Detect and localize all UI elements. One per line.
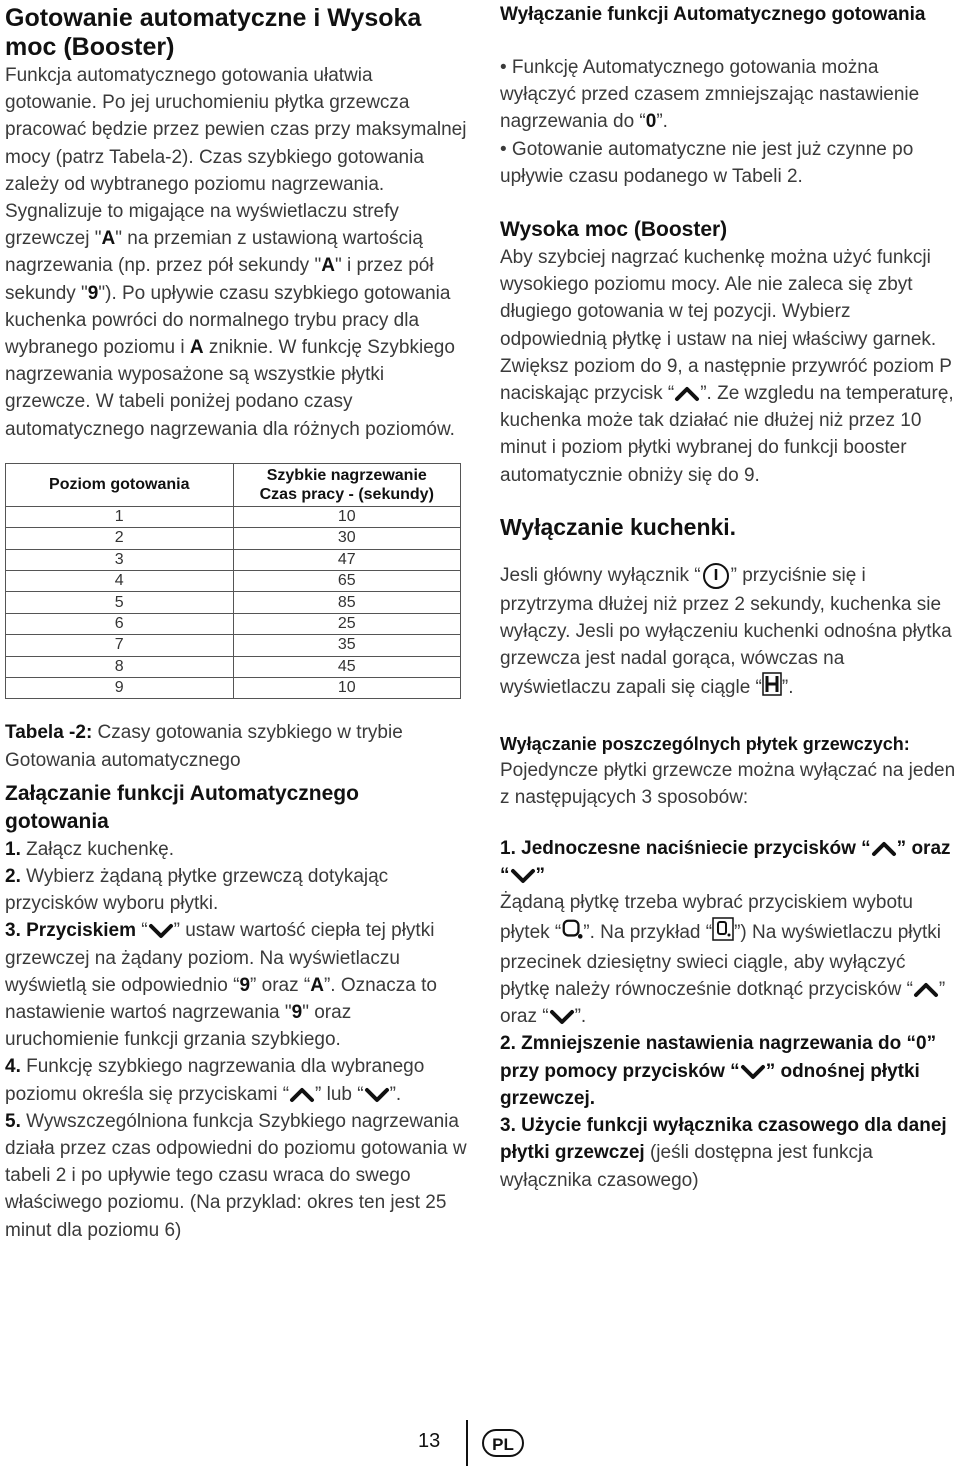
chevron-up-icon (674, 384, 700, 404)
intro-text-3: " i przez pół sekundy " (5, 255, 434, 304)
intro-text-2: " na przemian z ustawioną wartością nagrzewania (np. przez pół sekundy " (5, 228, 423, 277)
table-row (6, 528, 461, 549)
step-2-number: 2. (5, 865, 21, 887)
step-1-text: Załącz kuchenkę. (20, 838, 174, 860)
display-zero-icon (712, 917, 734, 949)
method-1-title-b: ” oraz “ (500, 838, 951, 887)
switch-off-text-b: ” przyciśnie się i przytrzyma dłużej niż przez 2 sekundy, kuchenka sie wyłączy. Jesli po wyłączeniu kuchenki odnośna płytka grzewcza jest nadal gorąca, wówczas na wyświetlaczu zapali się ciągle “ (500, 564, 952, 699)
table-row (6, 549, 461, 570)
chevron-down-icon (549, 1007, 575, 1027)
cooking-time-table (5, 463, 461, 700)
power-icon (701, 561, 731, 591)
cell-time: 65 (233, 571, 461, 592)
cell-level: 3 (6, 549, 234, 570)
cell-time: 85 (233, 592, 461, 613)
intro-text-5: zniknie. W funkcję Szybkiego nagrzewania wyposażone są wszystkie płytki grzewcze. W tabeli poniżej podano czasy automatycznego nagrzewania dla różnych poziomów. (5, 337, 455, 440)
method-1-title (500, 835, 958, 889)
bullet-1-zero: 0 (645, 111, 657, 133)
language-badge: PL (482, 1429, 524, 1457)
cell-time: 47 (233, 549, 461, 570)
step-3-nine: 9 (239, 974, 251, 996)
cell-time: 45 (233, 656, 461, 677)
cell-time: 35 (233, 635, 461, 656)
table-header-row (6, 463, 461, 506)
method-3-text: (jeśli dostępna jest funkcja wyłącznika czasowego) (500, 1142, 873, 1191)
step-3: 3. Przyciskiem “ ” ustaw wartość ciepła tej płytki grzewczej na żądany poziom. Na wyświetlaczu wyświetlą sie odpowiednio “9” oraz “A”. Oznacza to nastawienie wartoś nagrzewania "9" oraz uruchomienie funkcji grzania szybkiego. (5, 920, 437, 1051)
cell-level: 7 (6, 635, 234, 656)
method-1-text-c: ”) Na wyświetlaczu płytki przecinek dziesiętny swieci ciągle, aby wyłączyć płytkę należy równocześnie dotknąć przycisków “ (500, 921, 941, 1001)
step-4-text-c: ”. (389, 1083, 402, 1105)
method-1-text-d: ” oraz “ (500, 979, 946, 1028)
chevron-down-icon (740, 1062, 766, 1082)
method-1-title-c: ” (535, 865, 545, 887)
chevron-down-icon (510, 866, 536, 886)
cell-time: 30 (233, 528, 461, 549)
method-1-body (500, 889, 958, 1030)
step-4-text-a: Funkcję szybkiego nagrzewania dla wybranego poziomu określa się przyciskami “ (5, 1056, 425, 1105)
booster-paragraph (500, 244, 958, 489)
chevron-up-icon (913, 980, 939, 1000)
cell-time: 25 (233, 613, 461, 634)
switch-off-text-a: Jesli główny wyłącznik “ (500, 564, 701, 586)
table-row (6, 506, 461, 527)
intro-paragraph (5, 62, 467, 443)
page-number: 13 (418, 1430, 441, 1452)
chevron-up-icon (289, 1085, 315, 1105)
intro-text-1: Funkcja automatycznego gotowania ułatwia gotowanie. Po jej uruchomieniu płytka grzewcza pracować będzie przez pewien czas przy maksymalnej mocy (patrz Tabela-2). Czas szybkiego gotowania zależy od wybtranego poziomu nagrzewania. Sygnalizuje to migające na wyświetlaczu strefy grzewczej " (5, 65, 467, 250)
method-1-title-a: 1. Jednoczesne naciśniecie przycisków “ (500, 838, 871, 860)
step-3-text-d: " oraz uruchomienie funkcji grzania szybkiego. (5, 1001, 352, 1051)
cell-time: 10 (233, 677, 461, 698)
chevron-up-icon (871, 839, 897, 859)
booster-text-b: ”. Ze wzgledu na temperaturę, kuchenka może tak działać nie dłużej niż przez 10 minut i poziom płytki wybranej do funkcji booster automatycznie obniży się do 9. (500, 383, 954, 486)
intro-a-1: A (101, 228, 116, 250)
section-booster-title: Wysoka moc (Booster) (500, 218, 728, 242)
step-2-text: Wybierz żądaną płytke grzewczą dotykając przycisków wyboru płytki. (5, 865, 389, 915)
switch-off-text-c: ”. (781, 677, 794, 699)
step-2 (5, 863, 467, 917)
page-title: Gotowanie automatyczne i Wysoka moc (Booster) (5, 4, 422, 61)
method-1-text-e: ”. (574, 1006, 587, 1028)
step-3-text-a: ustaw wartość ciepła tej płytki grzewczej na żądany poziom. Na wyświetlaczu wyświetlą sie odpowiednio (5, 920, 435, 996)
intro-9: 9 (87, 282, 99, 304)
booster-text-a: Aby szybciej nagrzać kuchenkę można użyć funkcji wysokiego poziomu mocy. Ale nie zaleca się zbyt długiego gotowania w tej pozycji. Wybierz odpowiednią płytkę i ustaw na niej właściwy garnek. Zwiększ poziom do 9, a następnie przywróć poziom P naciskając przycisk “ (500, 247, 952, 405)
step-3-a: A (310, 974, 324, 996)
footer-divider (466, 1420, 468, 1466)
zone-select-icon (561, 918, 583, 948)
chevron-down-icon (148, 921, 174, 941)
chevron-down-icon (364, 1085, 390, 1105)
step-1 (5, 836, 467, 863)
step-3-text-c: . Oznacza to nastawienie wartoś nagrzewania " (5, 974, 437, 1023)
step-4-text-b: ” lub “ (315, 1083, 364, 1105)
table-body (6, 506, 461, 699)
method-2-text-a: 2. Zmniejszenie nastawienia nagrzewania do “0” przy pomocy przycisków “ (500, 1033, 937, 1082)
cell-level: 4 (6, 571, 234, 592)
method-3-title: 3. Użycie funkcji wyłącznika czasowego dla danej płytki grzewczej (500, 1115, 947, 1164)
table-row (6, 592, 461, 613)
section-autocook-title: Załączanie funkcji Automatycznego gotowania (5, 781, 359, 833)
intro-a-2: A (321, 255, 335, 277)
cell-level: 1 (6, 506, 234, 527)
step-4-number: 4. (5, 1056, 21, 1078)
method-2-text-b: ” odnośnej płytki grzewczej. (500, 1060, 920, 1109)
header-time (233, 463, 461, 506)
header-time-line2: Czas pracy - (sekundy) (259, 485, 434, 503)
residual-heat-h-icon (762, 672, 782, 704)
method-2 (500, 1030, 958, 1112)
header-level: Poziom gotowania (6, 463, 234, 506)
step-5 (5, 1108, 467, 1244)
intro-text-4: "). Po upływie czasu szybkiego gotowania kuchenka powróci do normalnego trybu pracy dla wybranego poziomu i (5, 282, 451, 359)
step-3-text-b: oraz (256, 974, 304, 996)
cell-level: 5 (6, 592, 234, 613)
bullet-2: • Gotowanie automatyczne nie jest już czynne po upływie czasu podanego w Tabeli 2. (500, 138, 914, 187)
section-individual-title: Wyłączanie poszczególnych płytek grzewczych: (500, 733, 910, 754)
method-1-text-b: ”. Na przykład “ (583, 921, 713, 943)
cell-level: 6 (6, 613, 234, 634)
method-1-text-a: Żądaną płytkę trzeba wybrać przyciskiem wybotu płytek “ (500, 892, 913, 943)
section-disable-autocook-title: Wyłączanie funkcji Automatycznego gotowania (500, 4, 926, 25)
step-3-number: 3. Przyciskiem (5, 920, 136, 942)
bullet-1 (500, 54, 958, 136)
cell-level: 8 (6, 656, 234, 677)
header-time-line1: Szybkie nagrzewanie (266, 466, 427, 484)
step-5-number: 5. (5, 1110, 21, 1132)
intro-a-3: A (189, 337, 204, 359)
step-5-text: Wywszczególniona funkcja Szybkiego nagrzewania działa przez czas odpowiedni do poziomu gotowania w tabeli 2 i po upływie tego czasu wraca do swego właściwego poziomu. (Na przyklad: okres ten jest 25 minut dla poziomu 6) (5, 1110, 467, 1241)
table-row (6, 677, 461, 698)
caption-text: Czasy gotowania szybkiego w trybie Gotowania automatycznego (5, 722, 403, 771)
cell-level: 9 (6, 677, 234, 698)
switch-off-paragraph (500, 561, 958, 705)
right-column (500, 0, 958, 1194)
section-switch-off-title: Wyłączanie kuchenki. (500, 513, 737, 540)
cell-level: 2 (6, 528, 234, 549)
table-row (6, 656, 461, 677)
table-caption (5, 719, 467, 773)
table-row (6, 571, 461, 592)
caption-label: Tabela -2: (5, 722, 93, 744)
table-row (6, 635, 461, 656)
cell-time: 10 (233, 506, 461, 527)
table-row (6, 613, 461, 634)
individual-intro: Pojedyncze płytki grzewcze można wyłączać na jeden z następujących 3 sposobów: (500, 759, 956, 808)
method-3 (500, 1112, 958, 1194)
bullet-1-end: ”. (656, 111, 668, 133)
step-4 (5, 1053, 467, 1107)
step-3-nine-b: 9 (291, 1001, 303, 1023)
left-column (5, 0, 467, 1244)
step-1-number: 1. (5, 838, 21, 860)
bullet-1-text: • Funkcję Automatycznego gotowania można wyłączyć przed czasem zmniejszając nastawienie nagrzewania do “ (500, 57, 920, 133)
